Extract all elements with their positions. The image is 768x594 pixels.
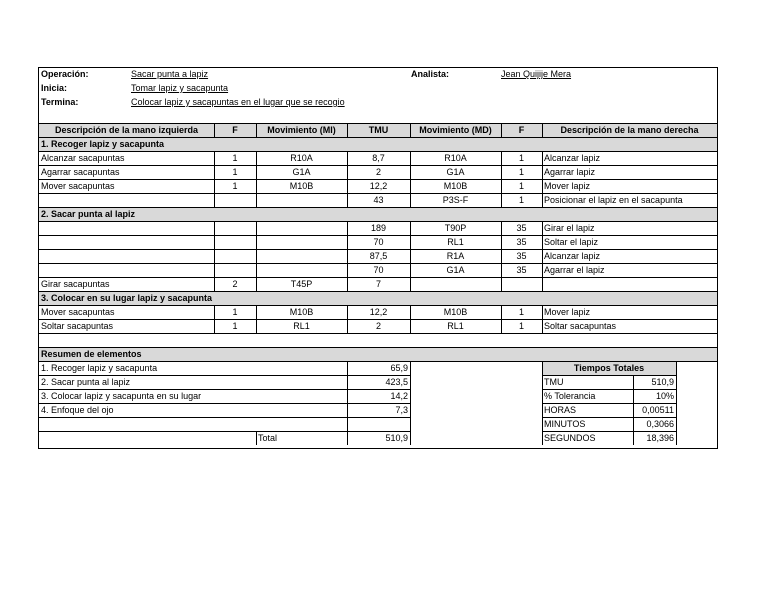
inicia-label: Inicia: — [41, 83, 68, 93]
inicia-value: Tomar lapiz y sacapunta — [131, 83, 229, 93]
tiempos-title: Tiempos Totales — [573, 363, 645, 373]
cell-f-der: 1 — [518, 307, 524, 317]
resumen-item-value: 65,9 — [390, 363, 408, 373]
grid-line — [39, 235, 717, 236]
cell-mov-mi: T45P — [290, 279, 313, 289]
grid-line — [501, 305, 502, 333]
section-title: 1. Recoger lapiz y sacapunta — [41, 139, 165, 149]
total-value: 510,9 — [385, 433, 408, 443]
grid-line — [542, 389, 676, 390]
cell-desc-izq: Alcanzar sacapuntas — [41, 153, 125, 163]
grid-line — [347, 151, 348, 208]
grid-line — [676, 361, 677, 445]
grid-line — [214, 305, 215, 333]
cell-tmu: 189 — [370, 223, 387, 233]
cell-desc-der: Agarrar el lapiz — [544, 265, 605, 275]
grid-line — [542, 221, 543, 292]
cell-mov-md: G1A — [446, 265, 465, 275]
operacion-value: Sacar punta a lapiz — [131, 69, 209, 79]
analista-value: Jean Quijije Mera — [501, 69, 572, 79]
grid-line — [39, 305, 717, 306]
section2-band — [39, 208, 717, 221]
grid-line — [542, 123, 543, 138]
cell-tmu: 12,2 — [369, 181, 388, 191]
tiempos-item-value: 10% — [655, 391, 674, 401]
cell-f-der: 1 — [518, 167, 524, 177]
grid-line — [39, 431, 410, 432]
grid-line — [39, 361, 717, 362]
grid-line — [214, 123, 215, 138]
cell-desc-der: Mover lapiz — [544, 307, 591, 317]
grid-line — [39, 375, 410, 376]
resumen-item-value: 14,2 — [390, 391, 408, 401]
grid-line — [39, 347, 717, 348]
section-title: 3. Colocar en su lugar lapiz y sacapunta — [41, 293, 213, 303]
cell-f-der: 1 — [518, 195, 524, 205]
grid-line — [39, 193, 717, 194]
cell-mov-md: R10A — [444, 153, 467, 163]
grid-line — [542, 417, 676, 418]
col-header-mov-md: Movimiento (MD) — [419, 125, 492, 135]
grid-line — [542, 305, 543, 333]
tiempos-item-label: % Tolerancia — [544, 391, 596, 401]
col-header-mov-mi: Movimiento (MI) — [267, 125, 336, 135]
grid-line — [39, 417, 410, 418]
col-header-desc-izq: Descripción de la mano izquierda — [54, 125, 199, 135]
cell-mov-md: M10B — [443, 307, 468, 317]
cell-desc-izq: Soltar sacapuntas — [41, 321, 114, 331]
cell-desc-der: Agarrar lapiz — [544, 167, 596, 177]
termina-label: Termina: — [41, 97, 79, 107]
cell-mov-mi: G1A — [292, 167, 311, 177]
cell-tmu: 7 — [375, 279, 381, 289]
cell-f-der: 35 — [516, 223, 527, 233]
grid-line — [39, 403, 410, 404]
cell-mov-md: T90P — [444, 223, 467, 233]
grid-line — [347, 361, 348, 445]
tiempos-item-label: HORAS — [544, 405, 577, 415]
grid-line — [410, 305, 411, 333]
grid-line — [410, 123, 411, 138]
cell-f-der: 1 — [518, 321, 524, 331]
tiempos-item-label: TMU — [544, 377, 564, 387]
grid-line — [256, 221, 257, 292]
cell-mov-md: G1A — [446, 167, 465, 177]
cell-desc-der: Alcanzar lapiz — [544, 251, 601, 261]
cell-desc-der: Alcanzar lapiz — [544, 153, 601, 163]
grid-line — [39, 123, 717, 124]
tiempos-item-label: MINUTOS — [544, 419, 586, 429]
cell-tmu: 12,2 — [369, 307, 388, 317]
col-header-tmu: TMU — [368, 125, 389, 135]
cell-tmu: 2 — [375, 167, 381, 177]
cell-f-izq: 1 — [232, 321, 238, 331]
cell-tmu: 70 — [373, 265, 384, 275]
tiempos-item-value: 510,9 — [651, 377, 674, 387]
termina-value: Colocar lapiz y sacapuntas en el lugar que se recogio — [131, 97, 345, 107]
resumen-item-label: 2. Sacar punta al lapiz — [41, 377, 131, 387]
worksheet — [38, 67, 718, 449]
analista-label: Analista: — [411, 69, 450, 79]
cell-desc-der: Soltar sacapuntas — [544, 321, 617, 331]
cell-desc-der: Posicionar el lapiz en el sacapunta — [544, 195, 683, 205]
grid-line — [39, 263, 717, 264]
grid-line — [410, 151, 411, 208]
operacion-label: Operación: — [41, 69, 89, 79]
resumen-title: Resumen de elementos — [41, 349, 142, 359]
col-header-f-der: F — [518, 125, 525, 135]
resumen-item-label: 4. Enfoque del ojo — [41, 405, 114, 415]
grid-line — [410, 221, 411, 292]
grid-line — [39, 319, 717, 320]
grid-line — [256, 123, 257, 138]
cell-mov-mi: M10B — [289, 181, 314, 191]
cell-desc-der: Girar el lapiz — [544, 223, 595, 233]
grid-line — [501, 123, 502, 138]
tiempos-item-value: 18,396 — [646, 433, 674, 443]
tiempos-item-label: SEGUNDOS — [544, 433, 596, 443]
grid-line — [214, 151, 215, 208]
cell-tmu: 87,5 — [369, 251, 388, 261]
grid-line — [39, 221, 717, 222]
resumen-item-value: 423,5 — [385, 377, 408, 387]
grid-line — [39, 207, 717, 208]
grid-line — [39, 389, 410, 390]
cell-desc-izq: Mover sacapuntas — [41, 181, 115, 191]
cell-f-der: 35 — [516, 237, 527, 247]
cell-f-izq: 1 — [232, 153, 238, 163]
cell-f-izq: 1 — [232, 181, 238, 191]
cell-mov-mi: R10A — [290, 153, 313, 163]
grid-line — [39, 179, 717, 180]
grid-line — [39, 249, 717, 250]
cell-mov-md: P3S-F — [442, 195, 469, 205]
total-label: Total — [258, 433, 278, 443]
grid-line — [39, 291, 717, 292]
grid-line — [347, 123, 348, 138]
cell-tmu: 2 — [375, 321, 381, 331]
resumen-item-label: 3. Colocar lapiz y sacapunta en su lugar — [41, 391, 202, 401]
grid-line — [39, 137, 717, 138]
tiempos-item-value: 0,00511 — [642, 405, 674, 415]
grid-line — [347, 221, 348, 292]
cell-mov-md: RL1 — [447, 237, 464, 247]
grid-line — [256, 151, 257, 208]
cell-tmu: 70 — [373, 237, 384, 247]
cell-mov-md: M10B — [443, 181, 468, 191]
cell-desc-izq: Mover sacapuntas — [41, 307, 115, 317]
col-header-desc-der: Descripción de la mano derecha — [560, 125, 699, 135]
grid-line — [39, 165, 717, 166]
grid-line — [256, 431, 257, 445]
cell-f-izq: 1 — [232, 167, 238, 177]
cell-mov-mi: M10B — [289, 307, 314, 317]
grid-line — [542, 151, 543, 208]
grid-line — [633, 375, 634, 445]
cell-desc-izq: Girar sacapuntas — [41, 279, 110, 289]
grid-line — [542, 431, 676, 432]
cell-mov-mi: RL1 — [293, 321, 310, 331]
cell-f-izq: 1 — [232, 307, 238, 317]
cell-desc-der: Mover lapiz — [544, 181, 591, 191]
cell-f-der: 35 — [516, 265, 527, 275]
grid-line — [39, 277, 717, 278]
grid-line — [542, 403, 676, 404]
grid-line — [410, 361, 411, 445]
col-header-f-izq: F — [232, 125, 238, 135]
resumen-item-label: 1. Recoger lapiz y sacapunta — [41, 363, 158, 373]
cell-f-izq: 2 — [232, 279, 238, 289]
tiempos-item-value: 0,3066 — [646, 419, 674, 429]
cell-desc-der: Soltar el lapiz — [544, 237, 599, 247]
cell-desc-izq: Agarrar sacapuntas — [41, 167, 120, 177]
cell-mov-md: RL1 — [447, 321, 464, 331]
grid-line — [39, 151, 717, 152]
cell-f-der: 1 — [518, 181, 524, 191]
resumen-item-value: 7,3 — [395, 405, 408, 415]
grid-line — [501, 221, 502, 292]
section-title: 2. Sacar punta al lapiz — [41, 209, 136, 219]
grid-line — [347, 305, 348, 333]
grid-line — [542, 375, 676, 376]
cell-tmu: 8,7 — [372, 153, 385, 163]
grid-line — [542, 361, 543, 445]
grid-line — [39, 333, 717, 334]
cell-f-der: 35 — [516, 251, 527, 261]
cell-tmu: 43 — [373, 195, 384, 205]
cell-f-der: 1 — [518, 153, 524, 163]
cell-mov-md: R1A — [446, 251, 465, 261]
grid-line — [256, 305, 257, 333]
grid-line — [214, 221, 215, 292]
grid-line — [501, 151, 502, 208]
